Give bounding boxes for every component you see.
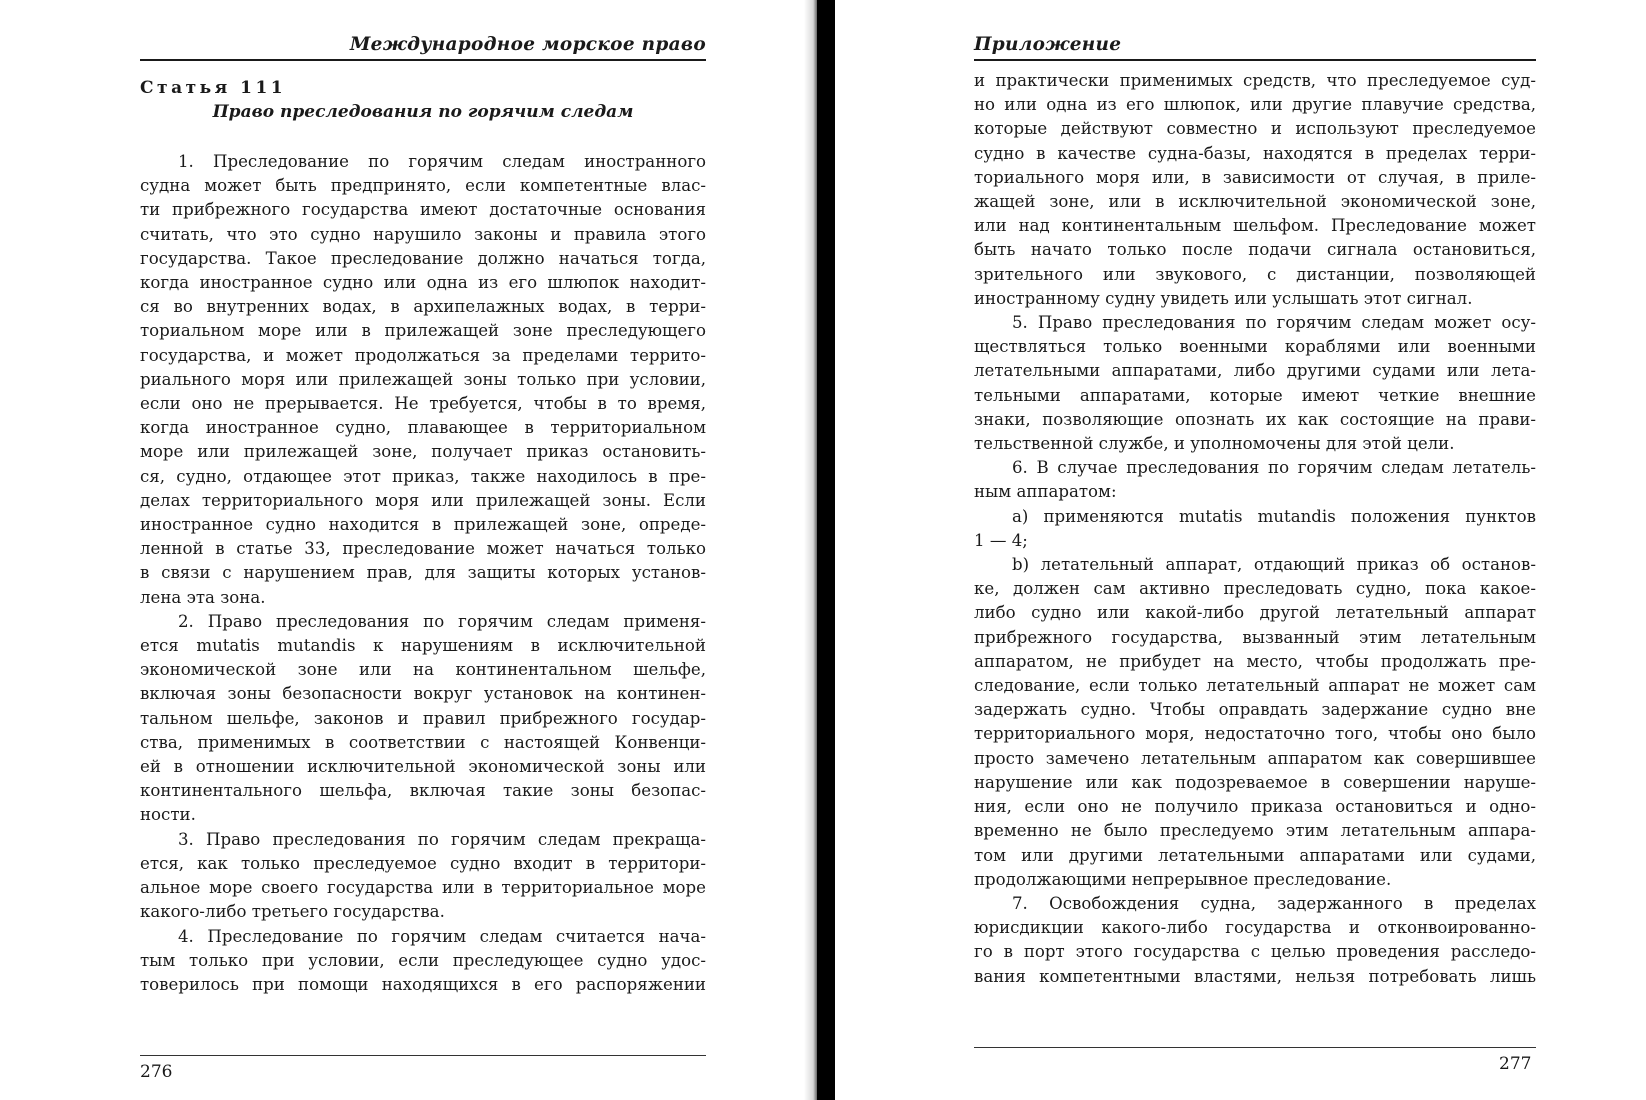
text-line: тельными аппаратами, которые имеют четкие внешние	[974, 385, 1536, 405]
text-line: го в порт этого государства с целью проведения расследо-	[974, 942, 1536, 962]
text-line: временно не было преследуемо этим летательным аппара-	[974, 821, 1536, 841]
text-line: знаки, позволяющие опознать их как состоящие на прави-	[974, 409, 1536, 429]
text-line: судна может быть предпринято, если компетентные влас-	[140, 176, 706, 196]
text-line: юрисдикции какого-либо государства и отконвоированно-	[974, 918, 1536, 938]
text-line: ся, судно, отдающее этот приказ, также находилось в пре-	[140, 466, 706, 486]
text-line: делах территориального моря или прилежащей зоны. Если	[140, 490, 706, 510]
page-number-right: 277	[1499, 1054, 1532, 1074]
text-line: 7. Освобождения судна, задержанного в пределах	[1012, 893, 1536, 913]
text-line: тальном шельфе, законов и правил прибрежного государ-	[140, 708, 706, 728]
text-line: ния, если оно не получило приказа остановиться и одно-	[974, 797, 1536, 817]
text-line: зрительного или звукового, с дистанции, позволяющей	[974, 264, 1536, 284]
text-line: либо судно или какой-либо другой летательный аппарат	[974, 603, 1536, 623]
text-line: просто замечено летательным аппаратом как совершившее	[974, 748, 1536, 768]
text-line: b) летательный аппарат, отдающий приказ об останов-	[1012, 555, 1536, 575]
text-line: нарушение или как подозреваемое в совершении наруше-	[974, 772, 1536, 792]
footer-rule-right	[974, 1047, 1536, 1048]
text-line: включая зоны безопасности вокруг установок на континен-	[140, 684, 706, 704]
header-rule-right	[974, 59, 1536, 61]
text-line: a) применяются mutatis mutandis положения пунктов	[1012, 506, 1536, 526]
text-line: 3. Право преследования по горячим следам прекраща-	[178, 829, 706, 849]
text-line: продолжающими непрерывное преследование.	[974, 869, 1392, 889]
text-line: государства, и может продолжаться за пределами террито-	[140, 345, 706, 365]
text-line: риального моря или прилежащей зоны только при условии,	[140, 369, 706, 389]
text-line: тельственной службе, и уполномочены для этой цели.	[974, 434, 1455, 454]
text-line: судно в качестве судна-базы, находятся в пределах терри-	[974, 143, 1536, 163]
text-line: море или прилежащей зоне, получает приказ остановить-	[140, 442, 706, 462]
text-line: вания компетентными властями, нельзя потребовать лишь	[974, 966, 1536, 986]
text-line: в связи с нарушением прав, для защиты которых установ-	[140, 563, 706, 583]
text-line: иностранному судну увидеть или услышать этот сигнал.	[974, 288, 1473, 308]
text-line: ториальном море или в прилежащей зоне преследующего	[140, 321, 706, 341]
header-rule-left	[140, 59, 706, 61]
left-page	[0, 0, 818, 1100]
text-line: следование, если только летательный аппарат не может сам	[974, 676, 1536, 696]
running-head-left: Международное морское право	[349, 34, 706, 55]
text-line: ся во внутренних водах, в архипелажных водах, в терри-	[140, 297, 706, 317]
text-line: 1 — 4;	[974, 530, 1028, 550]
text-line: и практически применимых средств, что преследуемое суд-	[974, 71, 1536, 90]
text-line: которые действуют совместно и используют преследуемое	[974, 119, 1536, 139]
text-line: ториального моря или, в зависимости от случая, в приле-	[974, 167, 1536, 187]
text-line: ется, как только преследуемое судно входит в территори-	[140, 853, 706, 873]
text-line: том или другими летательными аппаратами или судами,	[974, 845, 1536, 865]
text-line: аппаратом, не прибудет на место, чтобы продолжать пре-	[974, 651, 1536, 671]
text-line: иностранное судно находится в прилежащей зоне, опреде-	[140, 515, 706, 535]
text-line: ти прибрежного государства имеют достаточные основания	[140, 200, 706, 220]
text-line: когда иностранное судно, плавающее в территориальном	[140, 418, 706, 438]
article-title: Статья 111	[140, 78, 287, 98]
text-line: тым только при условии, если преследующее судно удос-	[140, 950, 706, 970]
page-edge-shadow	[804, 0, 817, 1100]
text-line: ке, должен сам активно преследовать судно, пока какое-	[974, 579, 1536, 599]
book-gutter	[817, 0, 835, 1100]
text-line: быть начато только после подачи сигнала остановиться,	[974, 240, 1536, 260]
text-line: лена эта зона.	[140, 587, 266, 607]
text-line: или над континентальным шельфом. Преследование может	[974, 216, 1536, 236]
text-line: задержать судно. Чтобы оправдать задержание судно вне	[974, 700, 1536, 720]
text-line: ется mutatis mutandis к нарушениям в исключительной	[140, 636, 706, 656]
footer-rule-left	[140, 1055, 706, 1056]
body-text-right	[974, 69, 1536, 989]
text-line: товерилось при помощи находящихся в его распоряжении	[140, 974, 706, 994]
text-line: считать, что это судно нарушило законы и правила этого	[140, 224, 706, 244]
text-line: государства. Такое преследование должно начаться тогда,	[140, 248, 706, 268]
text-line: летательными аппаратами, либо другими судами или лета-	[974, 361, 1536, 381]
text-line: если оно не прерывается. Не требуется, чтобы в то время,	[140, 394, 706, 414]
right-page	[834, 0, 1646, 1100]
running-head-right: Приложение	[974, 34, 1122, 55]
text-line: 5. Право преследования по горячим следам может осу-	[1012, 313, 1536, 333]
text-line: ей в отношении исключительной экономической зоны или	[140, 757, 706, 777]
text-line: альное море своего государства или в территориальное море	[140, 878, 706, 898]
body-text-left	[140, 150, 706, 997]
text-line: континентального шельфа, включая такие зоны безопас-	[140, 781, 706, 801]
text-line: ществляться только военными кораблями или военными	[974, 337, 1536, 357]
text-line: но или одна из его шлюпок, или другие плавучие средства,	[974, 95, 1536, 115]
text-line: 4. Преследование по горячим следам считается нача-	[178, 926, 706, 946]
text-line: ства, применимых в соответствии с настоящей Конвенци-	[140, 732, 706, 752]
text-line: территориального моря, недостаточно того, чтобы оно было	[974, 724, 1536, 744]
text-line: экономической зоне или на континентальном шельфе,	[140, 660, 706, 680]
text-line: прибрежного государства, вызванный этим летательным	[974, 627, 1536, 647]
page-number-left: 276	[140, 1062, 173, 1082]
text-line: 6. В случае преследования по горячим следам летатель-	[1012, 458, 1536, 478]
text-line: когда иностранное судно или одна из его шлюпок находит-	[140, 273, 706, 293]
article-subtitle: Право преследования по горячим следам	[212, 102, 634, 122]
text-line: 1. Преследование по горячим следам иностранного	[178, 152, 706, 171]
text-line: какого-либо третьего государства.	[140, 902, 445, 922]
text-line: ности.	[140, 805, 196, 825]
text-line: жащей зоне, или в исключительной экономической зоне,	[974, 192, 1536, 212]
text-line: ным аппаратом:	[974, 482, 1117, 502]
text-line: 2. Право преследования по горячим следам применя-	[178, 611, 706, 631]
text-line: ленной в статье 33, преследование может начаться только	[140, 539, 706, 559]
